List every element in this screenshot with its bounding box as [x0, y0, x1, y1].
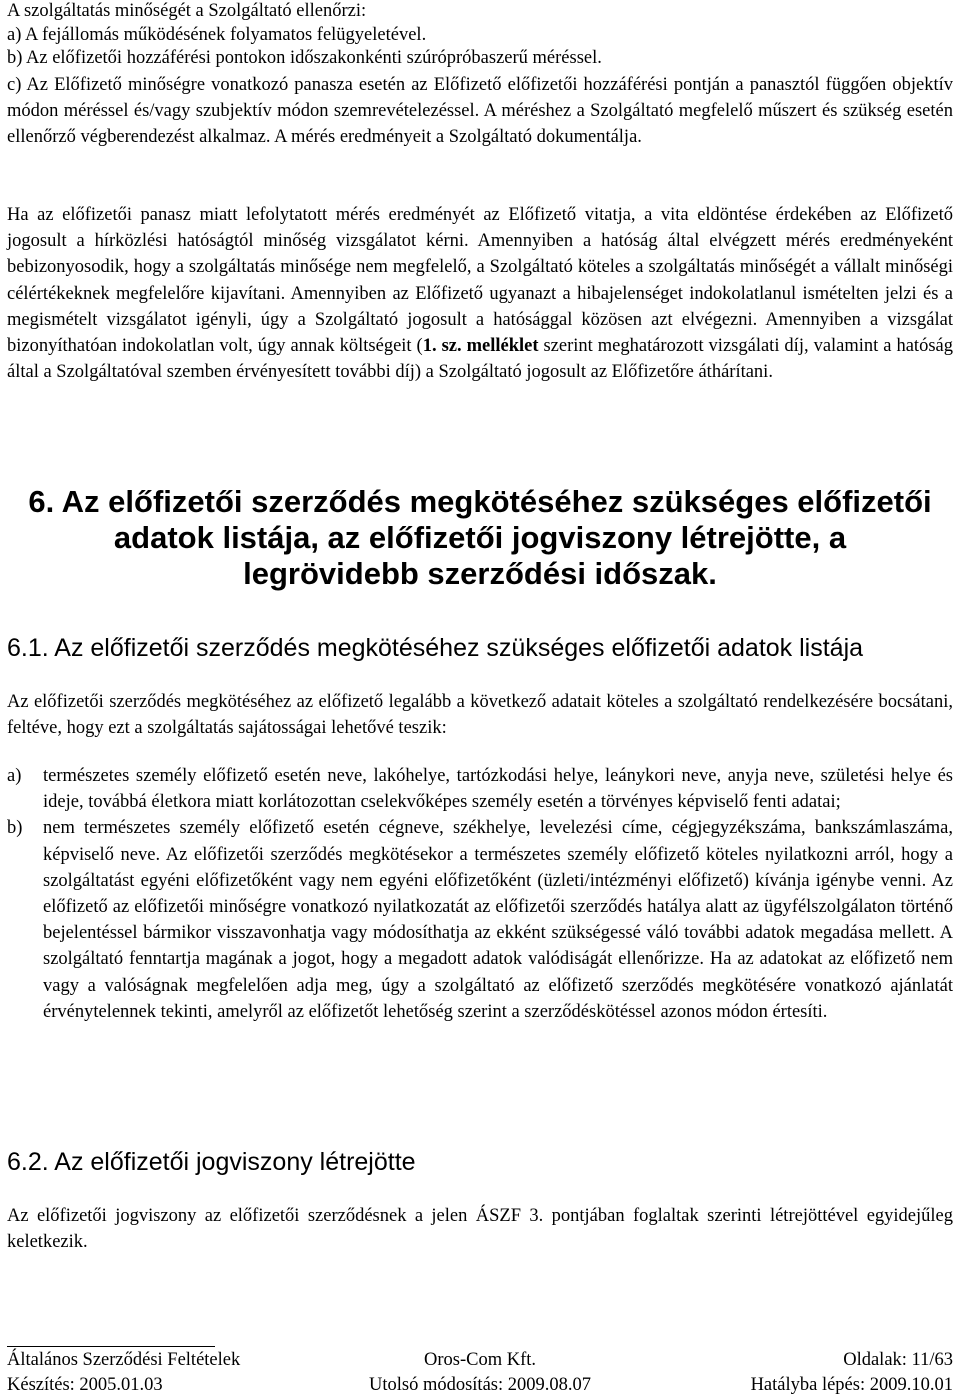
intro-line: b) Az előfizetői hozzáférési pontokon időszakonkénti szúrópróbaszerű méréssel.	[7, 48, 602, 68]
section-6-1-intro: Az előfizetői szerződés megkötéséhez az előfizető legalább a következő adatait köteles a szolgáltató rendelkezésére bocsátani, feltéve, hogy ezt a szolgáltatás sajátosságai lehetővé teszik:	[7, 692, 953, 739]
paragraph-complaint-measurement: c) Az Előfizető minőségre vonatkozó panasza esetén az Előfizető előfizetői hozzáférési pontján a panasztól függően objektív módon méréssel és/vagy szubjektív módon szemrevételezéssel. A méréshez a Szolgáltató megfelelő műszert és szükség esetén ellenőrző végberendezést alkalmaz. A mérés eredményeit a Szolgáltató dokumentálja.	[7, 75, 953, 148]
footer-modified-date: Utolsó módosítás: 2009.08.07	[368, 1375, 591, 1395]
page-footer	[7, 1350, 953, 1400]
annex-reference: 1. sz. melléklet	[422, 336, 539, 357]
footer-rule	[7, 1346, 215, 1347]
list-item-text: természetes személy előfizető esetén neve, lakóhelye, tartózkodási helye, leánykori neve, anyja neve, születési helye és ideje, továbbá életkora miatt korlátozottan cselekvőképes személy esetén a törvényes képviselő fenti adatai;	[43, 766, 953, 813]
section-6-heading: 6. Az előfizetői szerződés megkötéséhez szükséges előfizetői adatok listája, az előfizetői jogviszony létrejötte, a legrövidebb szerződési időszak.	[28, 484, 932, 591]
list-item	[7, 815, 953, 1025]
list-marker: b)	[7, 818, 23, 839]
intro-line: A szolgáltatás minőségét a Szolgáltató ellenőrzi:	[7, 1, 367, 21]
footer-doc-name: Általános Szerződési Feltételek	[7, 1350, 241, 1370]
list-item	[7, 763, 953, 815]
dispute-text-end: szerint meghatározott vizsgálati díj, valamint a hatóság által a Szolgáltatóval szemben érvényesített további díj) a Szolgáltató jogosult az Előfizetőre áthárítani.	[7, 336, 953, 383]
intro-lines	[7, 0, 953, 71]
subscriber-data-list	[7, 763, 953, 1025]
footer-created-date: Készítés: 2005.01.03	[7, 1375, 163, 1395]
footer-page-number: Oldalak: 11/63	[843, 1350, 953, 1370]
dispute-text-start: Ha az előfizetői panasz miatt lefolytatott mérés eredményét az Előfizető vitatja, a vita eldöntése érdekében az Előfizető jogosult a hírközlési hatóságtól minőség vizsgálatot kérni. Amennyiben a hatóság által elvégzett mérés eredményeként bebizonyosodik, hogy a szolgáltatás minősége nem megfelelő, a Szolgáltató köteles a szolgáltatás minőségét a vállalt minőségi célértékeknek megfelelőre kijavítani. Amennyiben az Előfizető ugyanazt a hibajelenséget indokolatlanul ismételten jelzi és a megismételt vizsgálatot igényli, úgy a Szolgáltató jogosult a hatósággal közösen azt elvégezni. Amennyiben a vizsgálat bizonyíthatóan indokolatlan volt, úgy annak költségeit (	[7, 205, 953, 357]
section-6-2-text: Az előfizetői jogviszony az előfizetői szerződésnek a jelen ÁSZF 3. pontjában foglaltak szerinti létrejöttével egyidejűleg keletkezik.	[7, 1206, 953, 1253]
intro-line: a) A fejállomás működésének folyamatos felügyeletével.	[7, 24, 427, 45]
footer-company: Oros-Com Kft.	[423, 1350, 537, 1370]
footer-row	[7, 1350, 953, 1374]
footer-row	[7, 1375, 953, 1399]
section-6-2-heading: 6.2. Az előfizetői jogviszony létrejötte	[7, 1148, 416, 1176]
footer-effective-date: Hatályba lépés: 2009.10.01	[750, 1375, 953, 1395]
paragraph-dispute	[7, 202, 953, 385]
section-6-1-heading: 6.1. Az előfizetői szerződés megkötéséhez szükséges előfizetői adatok listája	[7, 634, 864, 662]
list-item-text: nem természetes személy előfizető esetén cégneve, székhelye, levelezési címe, cégjegyzékszáma, bankszámlaszáma, képviselő neve. Az előfizetői szerződés megkötésekor a természetes személy előfizető köteles nyilatkozni arról, hogy a szolgáltatást egyéni előfizetőként vagy nem egyéni előfizetőként (üzleti/intézményi előfizető) kívánja igénybe venni. Az előfizető az előfizetői minőségre vonatkozó nyilatkozatát az előfizetői szerződés hatálya alatt az ügyfélszolgálaton történő bejelentéssel bármikor visszavonhatja vagy módosíthatja az ekként szükségessé váló további adatok megadása mellett. A szolgáltató fenntartja magának a jogot, hogy a megadott adatok valódiságát ellenőrizze. Ha az adatokat az előfizető nem vagy a valóságnak megfelelően adja meg, úgy a szolgáltató az előfizető szerződés megkötésére vonatkozó ajánlatát érvénytelennek tekinti, amelyről az előfizetőt lehetőség szerint a szerződéskötéssel azonos módon értesíti.	[43, 818, 953, 1022]
list-marker: a)	[7, 766, 22, 786]
